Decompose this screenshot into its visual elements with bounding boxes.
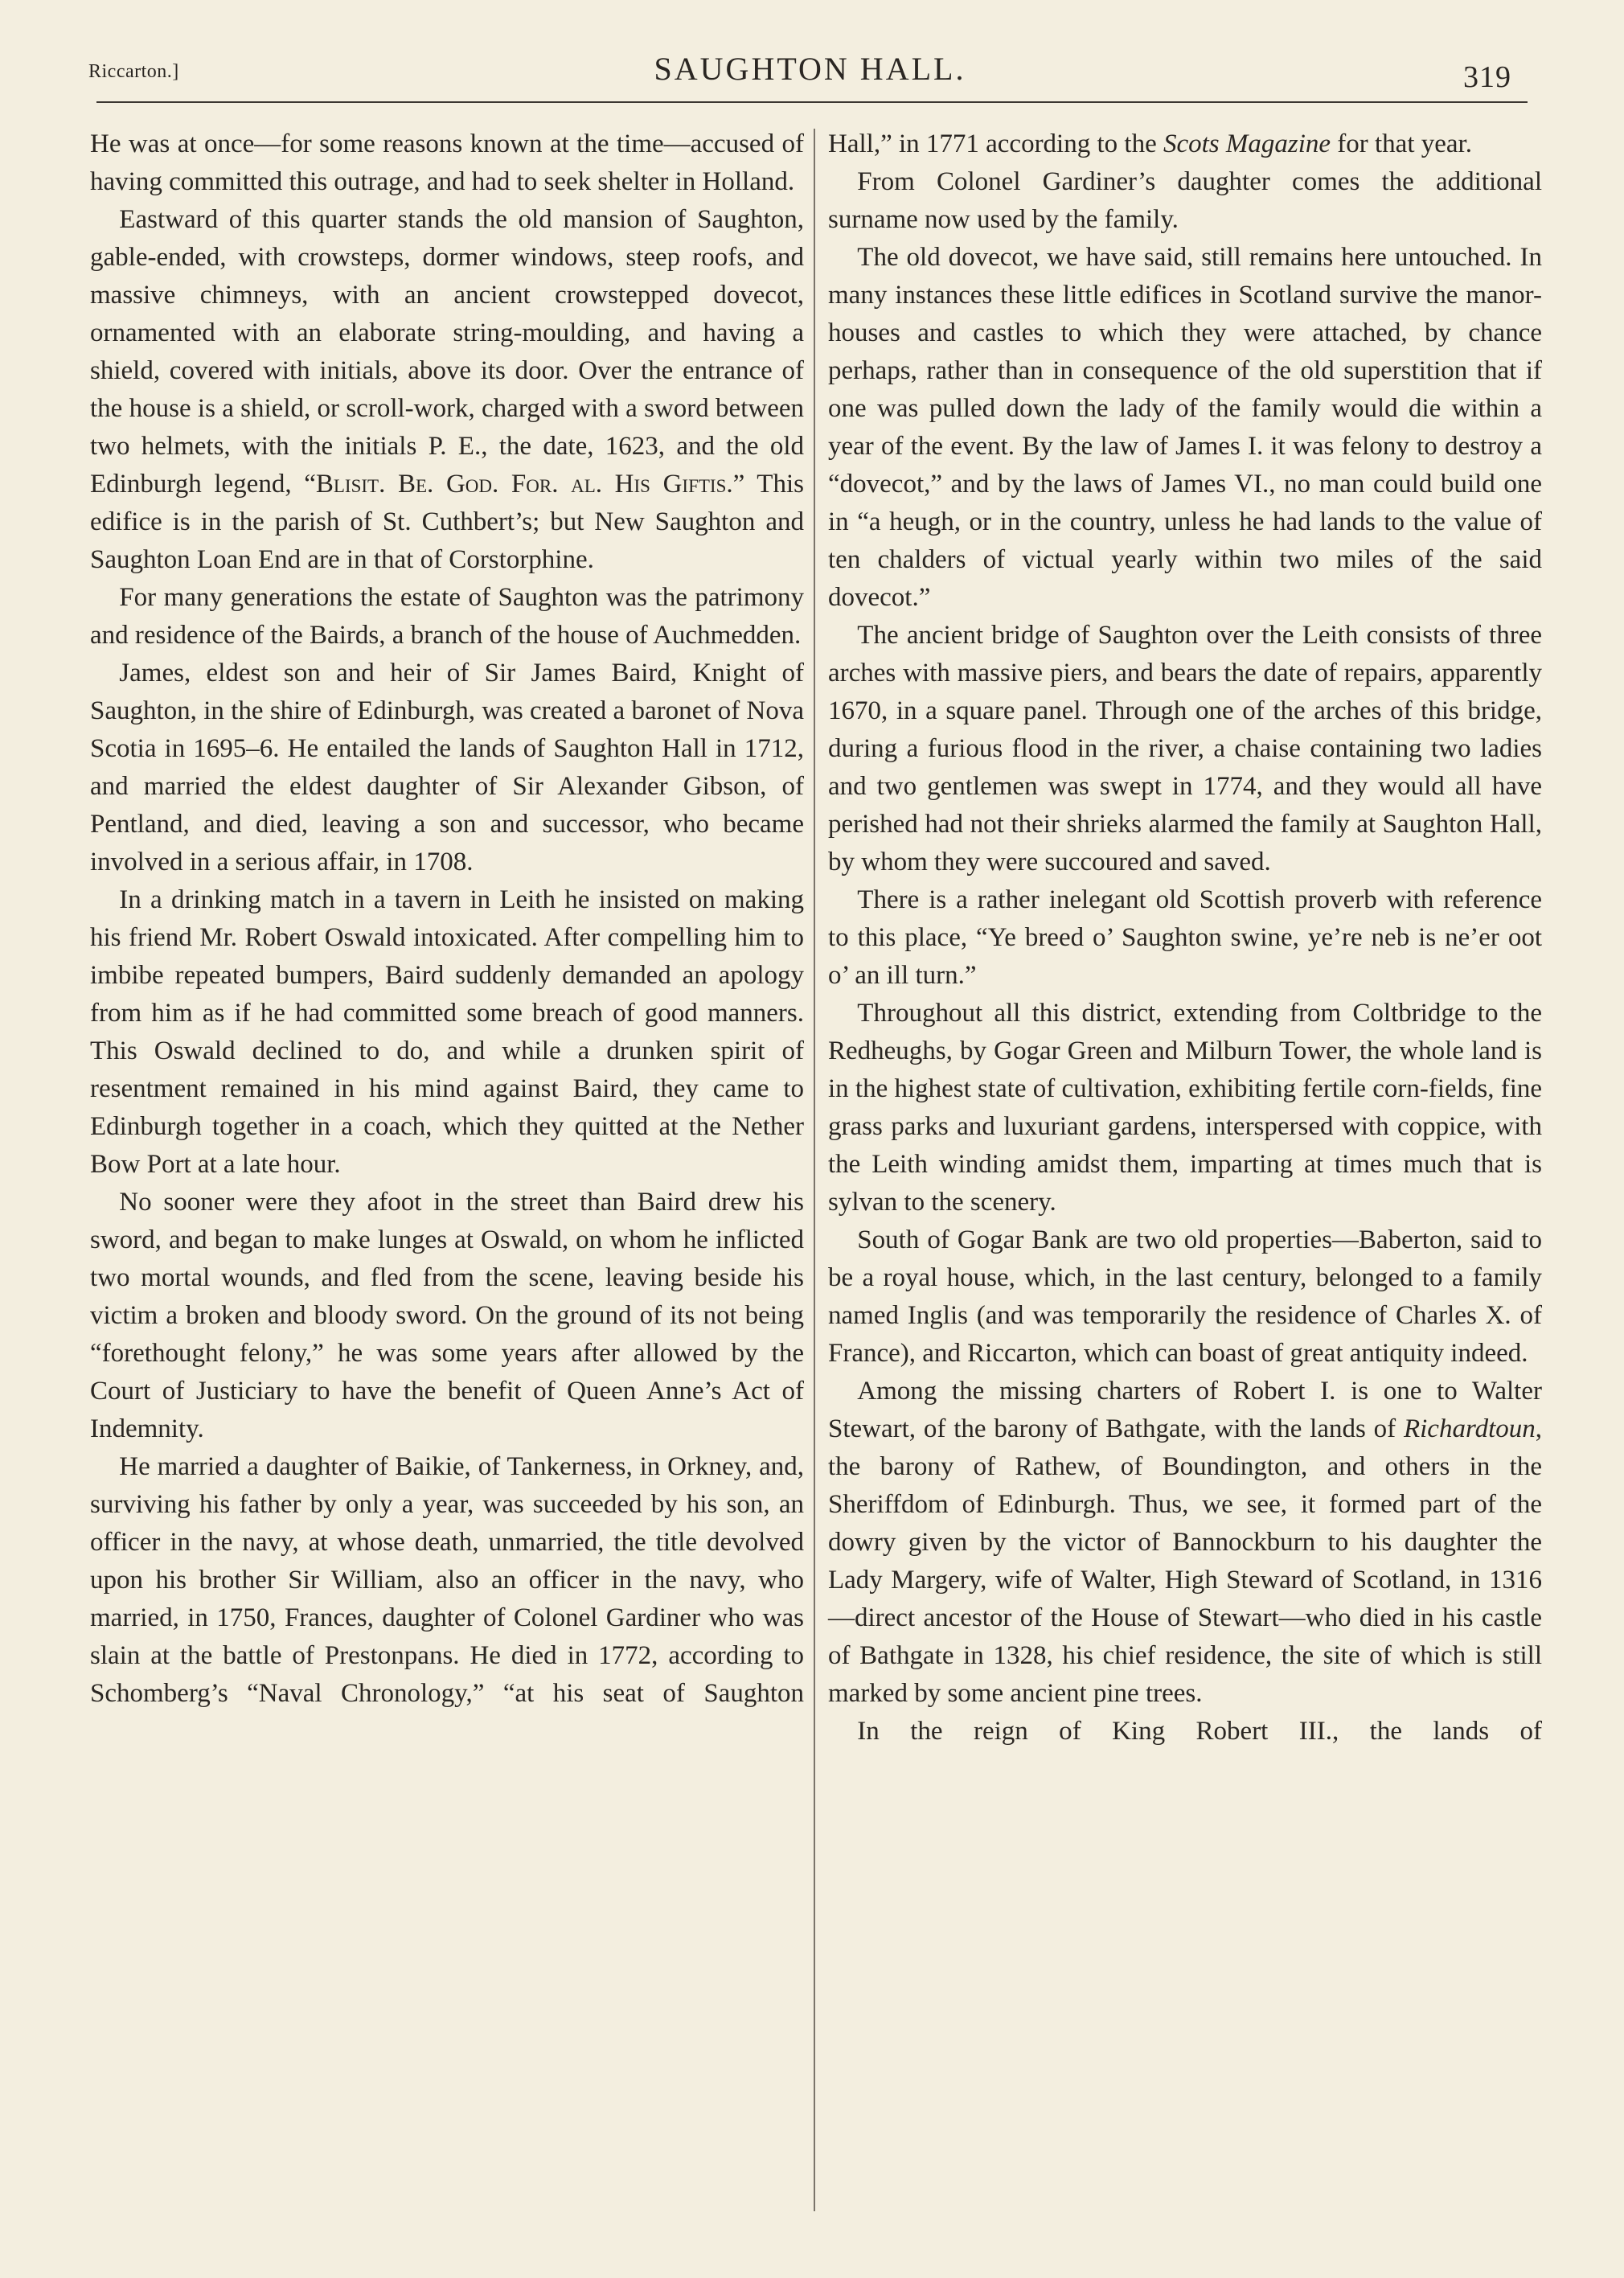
paragraph (90, 201, 804, 579)
paragraph-text: Among the missing charters of Robert I. is one to Walter Stewart, of the barony of Bathgate, with the lands of (828, 1377, 1542, 1443)
paragraph: For many generations the estate of Saughton was the patrimony and residence of the Bairds, a branch of the house of Auchmedden. (90, 583, 804, 650)
paragraph: No sooner were they afoot in the street than Baird drew his sword, and began to make lunges at Oswald, on whom he inflicted two mortal wounds, and fled from the scene, leaving beside his victim a broken and bloody sword. On the ground of its not being “forethought felony,” he was some years after allowed by the Court of Justiciary to have the benefit of Queen Anne’s Act of Indemnity. (90, 1188, 804, 1443)
paragraph: South of Gogar Bank are two old properties—Baberton, said to be a royal house, which, in the last century, belonged to a family named Inglis (and was temporarily the residence of Charles X. of France), and Riccarton, which can boast of great antiquity indeed. (828, 1225, 1542, 1368)
paragraph: James, eldest son and heir of Sir James Baird, Knight of Saughton, in the shire of Edinburgh, was created a baronet of Nova Scotia in 1695–6. He entailed the lands of Saughton Hall in 1712, and married the eldest daughter of Sir Alexander Gibson, of Pentland, and died, leaving a son and successor, who became involved in a serious affair, in 1708. (90, 659, 804, 876)
paragraph-text: , the barony of Rathew, of Boundington, and others in the Sheriffdom of Edinburgh. Thus, we see, it formed part of the dowry given by the victor of Bannockburn to his daughter the Lady Margery, wife of Walter, High Steward of Scotland, in 1316—direct ancestor of the House of Stewart—who died in his castle of Bathgate in 1328, his chief residence, the site of which is still marked by some ancient pine trees. (828, 1414, 1542, 1708)
paragraph-text: for that year. (1331, 129, 1472, 158)
paragraph-text: Eastward of this quarter stands the old mansion of Saughton, gable-ended, with crowsteps, dormer windows, steep roofs, and massive chimneys, with an ancient crowstepped dovecot, ornamented with an elaborate string-moulding, and having a shield, covered with initials, above its door. Over the entrance of the house is a shield, or scroll-work, charged with a sword between two helmets, with the initials P. E., the date, 1623, and the old Edinburgh legend, “ (90, 205, 804, 499)
page-title: SAUGHTON HALL. (654, 51, 966, 87)
paragraph-text: ” This edifice is in the parish of St. Cuthbert’s; but New Saughton and Saughton Loan End are in that of Corstorphine. (90, 470, 804, 574)
column-divider (814, 129, 815, 2211)
italic-title: Scots Magazine (1163, 129, 1331, 158)
paragraph: In a drinking match in a tavern in Leith he insisted on making his friend Mr. Robert Oswald intoxicated. After compelling him to imbibe repeated bumpers, Baird suddenly demanded an apology from him as if he had committed some breach of good manners. This Oswald declined to do, and while a drunken spirit of resentment remained in his mind against Baird, they came to Edinburgh together in a coach, which they quitted at the Nether Bow Port at a late hour. (90, 885, 804, 1179)
page-number: 319 (1463, 60, 1511, 94)
paragraph: In the reign of King Robert III., the lands of (857, 1717, 1542, 1746)
paragraph (828, 1373, 1542, 1713)
section-marker: Riccarton.] (88, 61, 179, 82)
paragraph: The ancient bridge of Saughton over the Leith consists of three arches with massive piers, and bears the date of repairs, apparently 1670, in a square panel. Through one of the arches of this bridge, during a furious flood in the river, a chaise containing two ladies and two gentlemen was swept in 1774, and they would all have perished had not their shrieks alarmed the family at Saughton Hall, by whom they were succoured and saved. (828, 621, 1542, 876)
header-rule (96, 101, 1528, 103)
paragraph-text: Hall,” in 1771 according to the (828, 129, 1163, 158)
paragraph: He married a daughter of Baikie, of Tankerness, in Orkney, and, surviving his father by only a year, was succeeded by his son, an officer in the navy, at whose death, unmarried, the title devolved upon his brother Sir William, also an officer in the navy, who married, in 1750, Frances, daughter of Colonel Gardiner who was slain at the battle of Prestonpans. He died in 1772, according to Schomberg’s “Naval Chronology,” “at his seat of Saughton (90, 1452, 804, 1708)
paragraph: The old dovecot, we have said, still remains here untouched. In many instances these little edifices in Scotland survive the manor-houses and castles to which they were attached, by chance perhaps, rather than in consequence of the old superstition that if one was pulled down the lady of the family would die within a year of the event. By the law of James I. it was felony to destroy a “dovecot,” and by the laws of James VI., no man could build one in “a heugh, or in the country, unless he had lands to the value of ten chalders of victual yearly within two miles of the said dovecot.” (828, 243, 1542, 612)
legend-smallcaps: Blisit. Be. God. For. al. His Giftis. (315, 470, 733, 499)
right-column (828, 125, 1542, 1751)
paragraph (828, 125, 1542, 163)
left-column (90, 125, 804, 1713)
italic-placename: Richardtoun (1403, 1414, 1536, 1443)
paragraph: Throughout all this district, extending from Coltbridge to the Redheughs, by Gogar Green and Milburn Tower, the whole land is in the highest state of cultivation, exhibiting fertile corn-fields, fine grass parks and luxuriant gardens, interspersed with coppice, with the Leith winding amidst them, imparting at times much that is sylvan to the scenery. (828, 999, 1543, 1217)
paragraph: From Colonel Gardiner’s daughter comes the additional surname now used by the family. (828, 167, 1542, 234)
paragraph: He was at once—for some reasons known at the time—accused of having committed this outrage, and had to seek shelter in Holland. (90, 129, 804, 196)
paragraph: There is a rather inelegant old Scottish proverb with reference to this place, “Ye breed o’ Saughton swine, ye’re neb is ne’er oot o’ an ill turn.” (828, 885, 1542, 990)
